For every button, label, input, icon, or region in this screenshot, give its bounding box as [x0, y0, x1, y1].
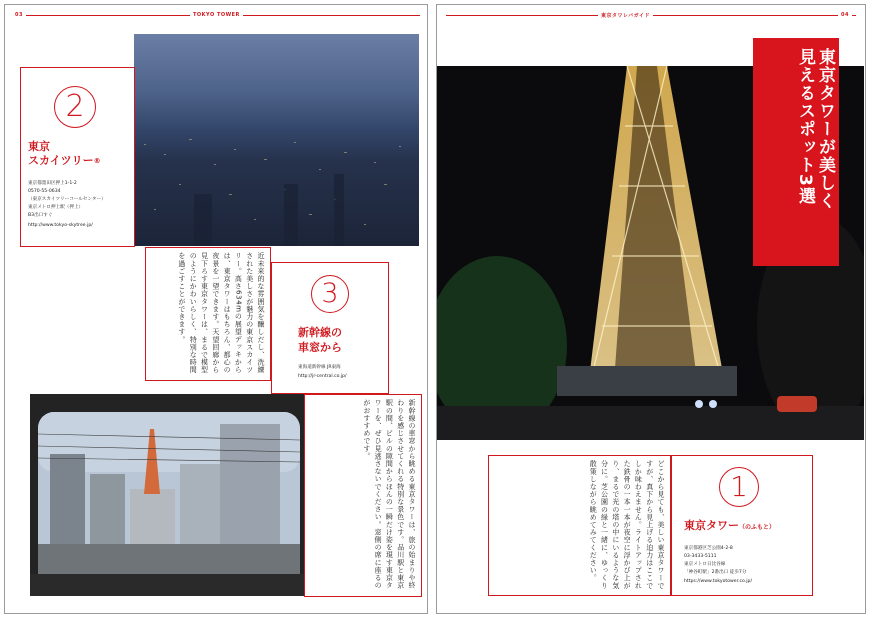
spot-2-number-badge: 2: [54, 86, 96, 128]
right-page-number: 04: [838, 12, 852, 18]
spot-3-info-line: 東海道新幹線 JR東海: [298, 365, 341, 370]
spot-3-title-line1: 新幹線の: [298, 326, 342, 339]
train-window-photo: [30, 394, 304, 596]
article-headline: [753, 38, 839, 266]
spot-1-number-badge: 1: [719, 467, 759, 507]
spot-1-info-exit: 「神谷町駅」2番出口 徒歩7分: [684, 570, 747, 575]
spot-2-info-address: 東京都墨田区押上1-1-2: [28, 181, 77, 186]
left-page-number: 03: [12, 12, 26, 18]
spot-2-title-mark: ®: [93, 157, 101, 165]
spot-2-info-callcenter: （東京スカイツリーコールセンター）: [28, 197, 106, 202]
spot-2-title-text: スカイツリー: [28, 154, 94, 167]
spot-3-info-url[interactable]: http://jr-central.co.jp/: [298, 374, 347, 379]
spot-1-info-address: 東京都港区芝公園4-2-8: [684, 546, 733, 551]
headline-line-2: 見えるスポット3選: [795, 48, 815, 205]
spot-2-info-phone: 0570-55-0634: [28, 189, 61, 194]
right-header-title: 東京タワレバガイド: [598, 12, 653, 19]
spot-1-title-suffix: （のふもと）: [739, 524, 776, 531]
spot-2-info-url[interactable]: http://www.tokyo-skytree.jp/: [28, 223, 93, 228]
spot-1-title: [684, 519, 775, 535]
spot-2-title-line2: [28, 154, 101, 168]
spot-2-body-text: 近未来的な雰囲気を醸しだし、洗練された美しさが魅力の東京スカイツリー。高さ634mの展望デッキからは、東京タワーはもちろん、都心の夜景を一望できます。天望回廊から見下ろす東京タワーは、まるで模型のようにかわいらしく、特別な時間を過ごすことができます。: [177, 252, 265, 374]
spot-2-title-line1: 東京: [28, 140, 50, 153]
spot-2-info-exit: B3出口すぐ: [28, 213, 53, 218]
left-header-title: TOKYO TOWER: [190, 12, 243, 18]
train-window-scene: [30, 394, 304, 596]
spot-1-info-url[interactable]: https://www.tokyotower.co.jp/: [684, 579, 752, 584]
spot-1-title-text: 東京タワー: [684, 519, 739, 532]
skytree-night-city-photo: [134, 34, 419, 246]
spot-3-body-text: 新幹線の車窓から眺める東京タワーは、旅の始まりや終わりを感じさせてくれる特別な景色です。品川駅と東京駅の間、ビルの隙間からほんの一瞬だけ姿を現す東京タワーを、ぜひ見逃さないでください。窓側の席に座るのがおすすめです。: [362, 399, 416, 589]
spot-2-info-station: 東京メトロ押上駅（押上）: [28, 205, 84, 210]
city-lights-graphic: [134, 34, 419, 246]
spot-3-title-line2: 車窓から: [298, 341, 342, 354]
headline-line-1: 東京タワーが美しく: [815, 48, 835, 210]
spot-1-body-text: どこから見ても、美しい東京タワーですが、真下から見上げる迫力はここでしか味わえません。ライトアップされた鉄骨の一本一本が夜空に浮かび上がり、まるで光の塔の中にいるような気分に。芝公園の緑と一緒に、ゆっくり散策しながら眺めてみてください。: [589, 460, 665, 590]
spot-1-info-phone: 03-3433-5111: [684, 554, 717, 559]
spot-1-info-station: 東京メトロ日比谷線: [684, 562, 726, 567]
spot-3-number-badge: 3: [311, 275, 349, 313]
